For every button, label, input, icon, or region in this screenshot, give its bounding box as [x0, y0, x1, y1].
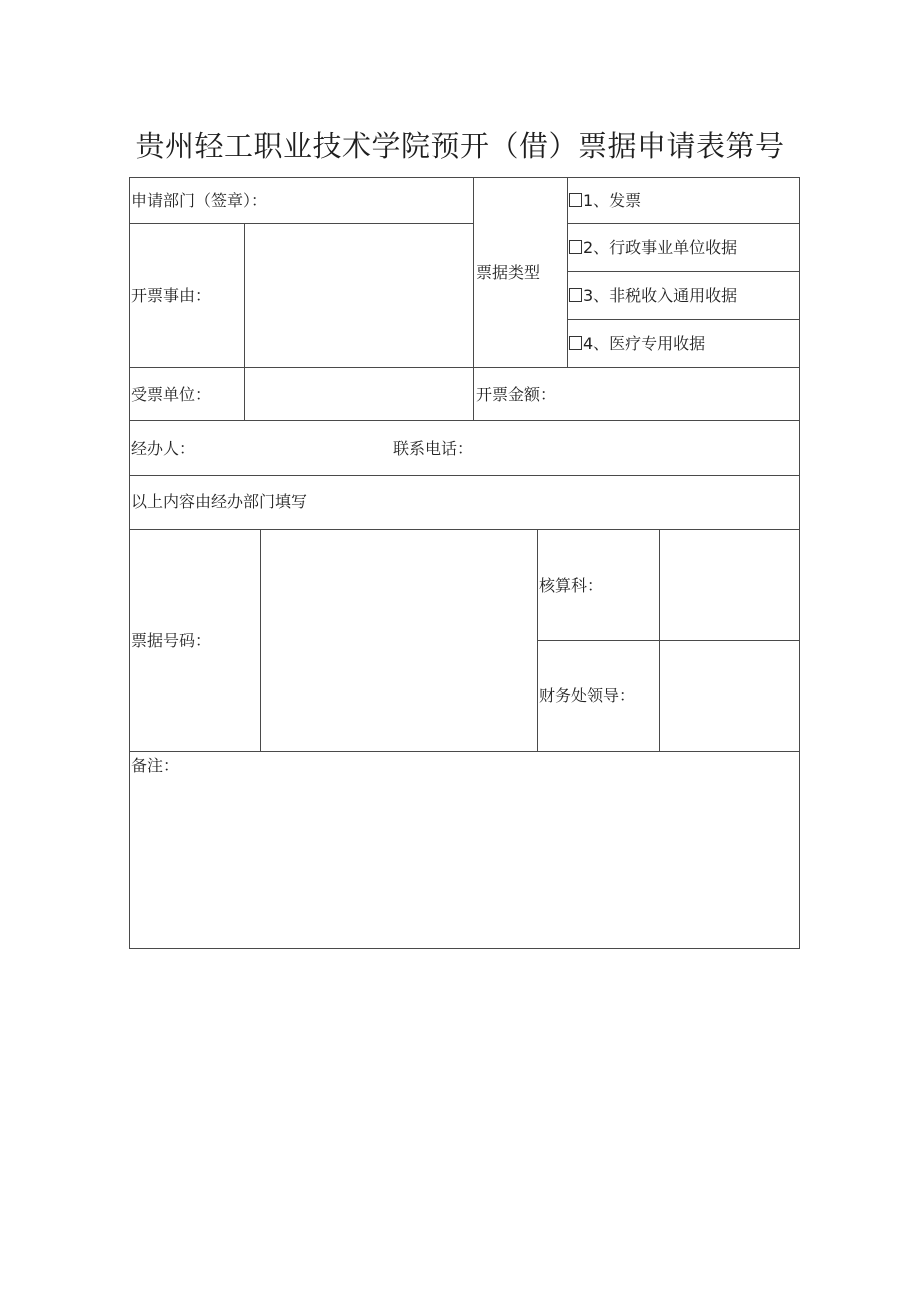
checkbox-icon[interactable]: [569, 240, 582, 254]
table-border-left: [129, 177, 130, 949]
option-label: 3、非税收入通用收据: [583, 286, 738, 305]
finance-leader-label: 财务处领导：: [539, 686, 636, 705]
option-label: 1、发票: [583, 191, 642, 210]
amount-label: 开票金额：: [476, 385, 557, 404]
row-divider: [567, 223, 800, 224]
row-divider: [129, 367, 800, 368]
ticket-type-option-medical-receipt[interactable]: [569, 334, 705, 354]
ticket-type-option-nontax-receipt[interactable]: [569, 286, 737, 306]
col-divider: [260, 529, 261, 751]
dept-note: 以上内容由经办部门填写: [131, 492, 308, 511]
row-divider: [129, 475, 800, 476]
row-divider: [129, 420, 800, 421]
option-label: 2、行政事业单位收据: [583, 238, 738, 257]
col-divider: [659, 529, 660, 751]
remarks-label: 备注：: [131, 756, 180, 775]
recipient-label: 受票单位：: [131, 385, 212, 404]
table-border-right: [799, 177, 800, 949]
checkbox-icon[interactable]: [569, 336, 582, 350]
ticket-type-option-invoice[interactable]: [569, 191, 641, 211]
table-border-bottom: [129, 948, 800, 949]
row-divider: [129, 223, 474, 224]
row-divider: [129, 751, 800, 752]
checkbox-icon[interactable]: [569, 288, 582, 302]
col-divider: [473, 177, 474, 420]
col-divider: [567, 177, 568, 367]
applicant-dept-label: 申请部门（签章）：: [131, 191, 268, 210]
ticket-number-label: 票据号码：: [131, 631, 212, 650]
checkbox-icon[interactable]: [569, 193, 582, 207]
ticket-type-option-admin-receipt[interactable]: [569, 238, 737, 258]
col-divider: [537, 529, 538, 751]
row-divider: [567, 271, 800, 272]
ticket-type-label: 票据类型: [476, 263, 541, 282]
table-border-top: [129, 177, 800, 178]
row-divider: [567, 319, 800, 320]
handler-label: 经办人：: [131, 439, 196, 458]
row-divider: [537, 640, 800, 641]
row-divider: [129, 529, 800, 530]
page-title: 贵州轻工职业技术学院预开（借）票据申请表第号: [135, 129, 785, 163]
option-label: 4、医疗专用收据: [583, 334, 706, 353]
accounting-label: 核算科：: [539, 576, 604, 595]
col-divider: [244, 223, 245, 420]
reason-label: 开票事由：: [131, 286, 212, 305]
phone-label: 联系电话：: [393, 439, 474, 458]
